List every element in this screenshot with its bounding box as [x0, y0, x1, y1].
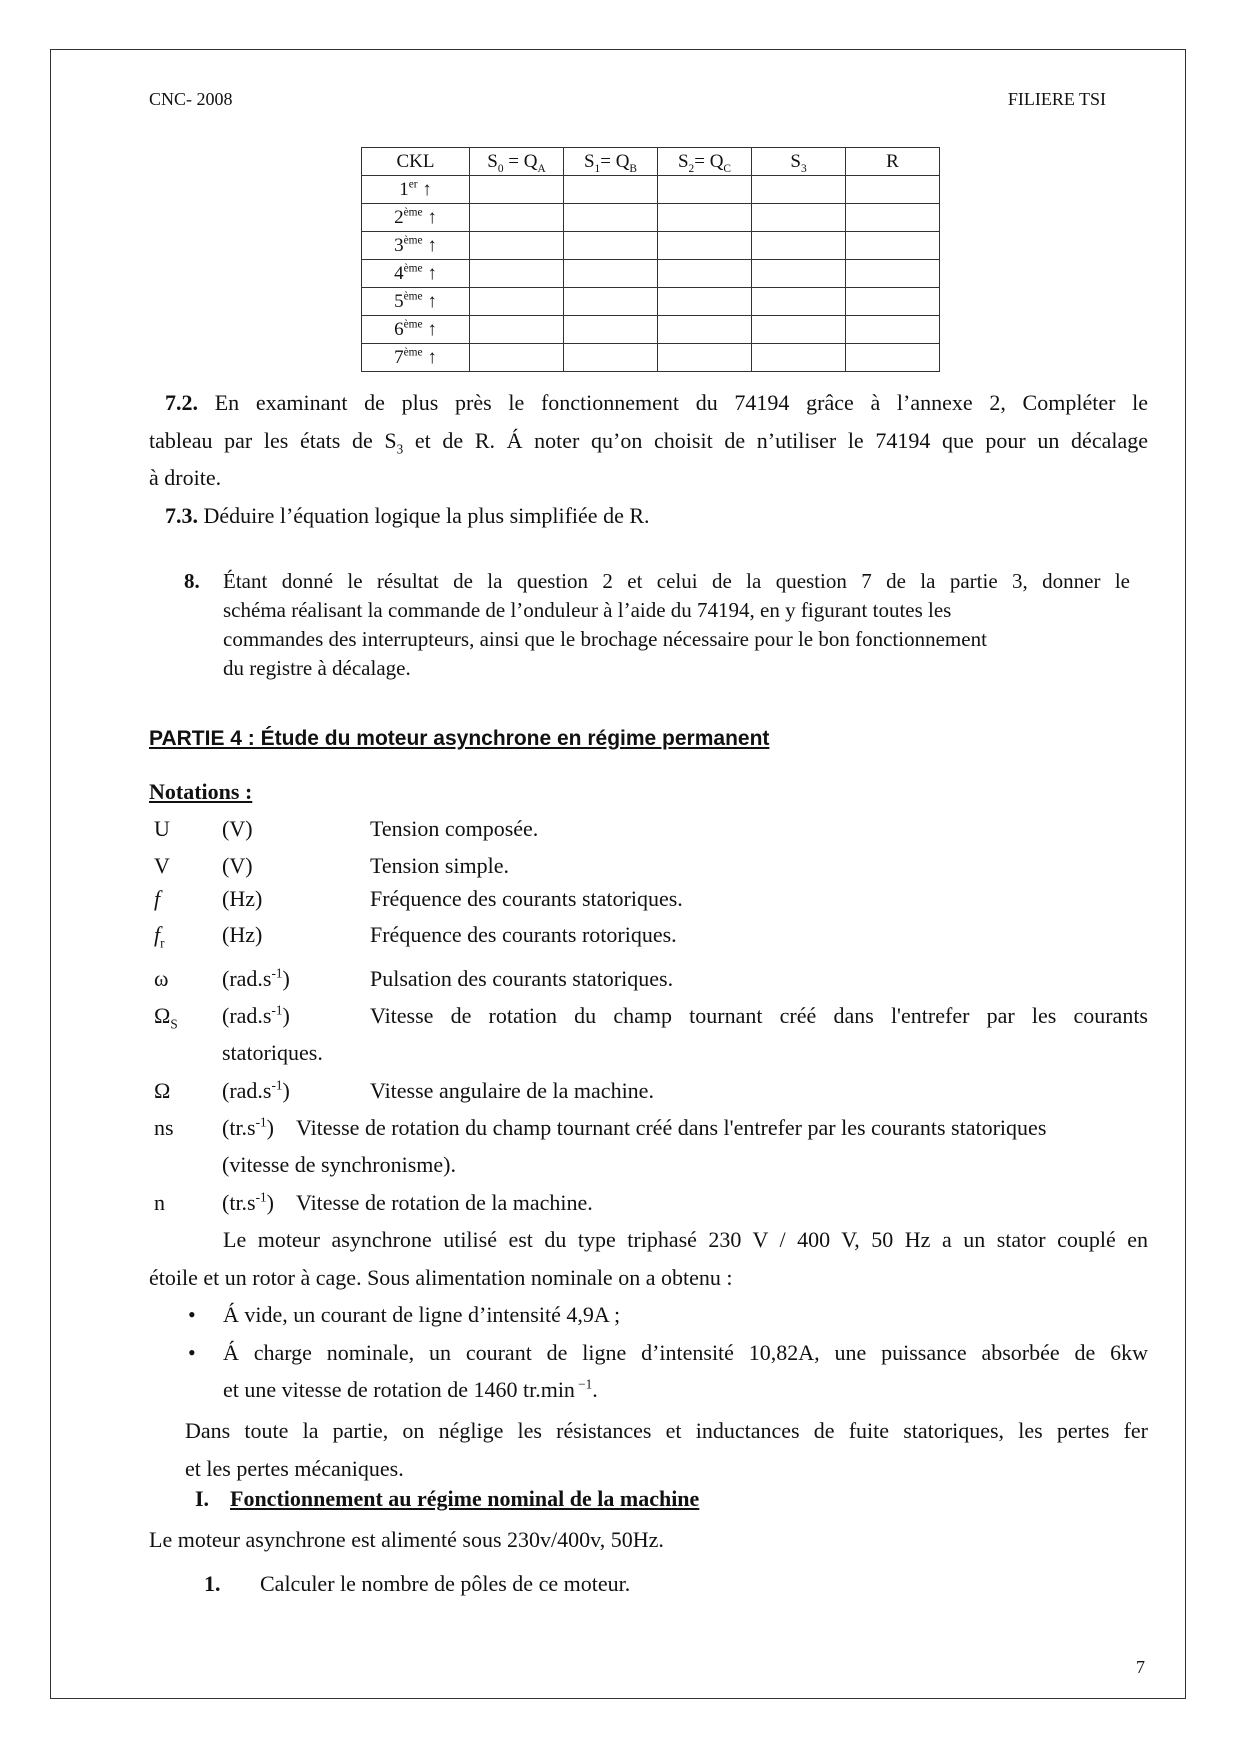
- text-segment: (V): [222, 853, 253, 878]
- text-segment: 7.2.: [165, 390, 198, 415]
- empty-cell[interactable]: [846, 232, 940, 260]
- text-segment: Ω: [154, 1003, 171, 1028]
- text-segment: ): [282, 1003, 290, 1028]
- text-segment: 3: [800, 162, 807, 175]
- text-segment: Ω: [154, 1078, 171, 1103]
- empty-cell[interactable]: [658, 316, 752, 344]
- notation-description: Vitesse de rotation de la machine.: [296, 1190, 593, 1215]
- bullet-text: [223, 1377, 598, 1403]
- empty-cell[interactable]: [470, 204, 564, 232]
- empty-cell[interactable]: [752, 204, 846, 232]
- text-segment: B: [629, 162, 638, 175]
- question-8-line: schéma réalisant la commande de l’onduleur à l’aide du 74194, en y figurant toutes les: [223, 598, 952, 622]
- bullet-icon: •: [188, 1340, 196, 1365]
- notation-symbol: [154, 1078, 170, 1104]
- text-segment: r: [160, 935, 165, 951]
- text-segment: ): [282, 1078, 290, 1103]
- empty-cell[interactable]: [846, 260, 940, 288]
- paragraph-line: et les pertes mécaniques.: [185, 1456, 404, 1481]
- text-segment: 7.3.: [165, 503, 198, 528]
- partie-4-heading: PARTIE 4 : Étude du moteur asynchrone en régime permanent: [149, 727, 770, 750]
- empty-cell[interactable]: [470, 288, 564, 316]
- paragraph-line: étoile et un rotor à cage. Sous alimentation nominale on a obtenu :: [149, 1265, 733, 1290]
- notation-unit: [222, 1003, 290, 1029]
- empty-cell[interactable]: [564, 316, 658, 344]
- empty-cell[interactable]: [564, 176, 658, 204]
- notation-unit: [222, 1078, 290, 1104]
- text-segment: tableau par les états de S: [149, 428, 397, 453]
- empty-cell[interactable]: [564, 232, 658, 260]
- table-row: [362, 232, 940, 260]
- empty-cell[interactable]: [470, 316, 564, 344]
- paragraph-line: Le moteur asynchrone est alimenté sous 230v/400v, 50Hz.: [149, 1527, 664, 1552]
- text-segment: Déduire l’équation logique la plus simplifiée de R.: [198, 503, 650, 528]
- text-segment: 6: [394, 318, 404, 340]
- text-segment: ème: [403, 346, 423, 359]
- paragraph-line: Le moteur asynchrone utilisé est du type triphasé 230 V / 400 V, 50 Hz a un stator couplé en: [223, 1227, 1148, 1252]
- empty-cell[interactable]: [752, 232, 846, 260]
- text-segment: CKL: [396, 150, 435, 172]
- question-7-2-line: [149, 428, 1148, 454]
- text-segment: (V): [222, 816, 253, 841]
- text-segment: 1: [399, 178, 409, 200]
- text-segment: ): [266, 1190, 274, 1215]
- text-segment: A: [537, 162, 546, 175]
- text-segment: ↑: [422, 262, 437, 284]
- text-segment: et une vitesse de rotation de 1460 tr.min: [223, 1377, 575, 1402]
- empty-cell[interactable]: [564, 344, 658, 372]
- text-segment: -1: [271, 1077, 283, 1093]
- notation-unit: [222, 966, 290, 992]
- notation-description: Tension composée.: [370, 816, 539, 841]
- notation-symbol: [154, 886, 160, 912]
- empty-cell[interactable]: [846, 288, 940, 316]
- header-left: CNC- 2008: [149, 89, 233, 109]
- text-segment: -1: [271, 1002, 283, 1018]
- text-segment: (rad.s: [222, 1078, 272, 1103]
- text-segment: ω: [154, 966, 169, 991]
- empty-cell[interactable]: [846, 316, 940, 344]
- question-7-2-line: [165, 390, 1148, 416]
- text-segment: et de R. Á noter qu’on choisit de n’utiliser le 74194 que pour un décalage: [403, 428, 1148, 453]
- text-segment: ème: [403, 262, 423, 275]
- column-header: [564, 148, 658, 176]
- notations-heading: Notations :: [149, 779, 253, 804]
- notation-symbol: [154, 816, 170, 842]
- text-segment: 0: [497, 162, 504, 175]
- text-segment: En examinant de plus près le fonctionnement du 74194 grâce à l’annexe 2, Compléter le: [198, 390, 1148, 415]
- notation-unit: [222, 853, 253, 879]
- empty-cell[interactable]: [564, 288, 658, 316]
- text-segment: Á vide, un courant de ligne d’intensité 4,9A ;: [223, 1302, 621, 1327]
- text-segment: à droite.: [149, 465, 222, 490]
- text-segment: ): [282, 966, 290, 991]
- clock-edge-cell: [362, 232, 470, 260]
- notation-description-continued: statoriques.: [222, 1040, 323, 1065]
- bullet-icon: •: [188, 1302, 196, 1327]
- text-segment: f: [154, 922, 161, 947]
- section-1-title: Fonctionnement au régime nominal de la machine: [230, 1486, 700, 1511]
- table-row: [362, 204, 940, 232]
- notation-description: Vitesse de rotation du champ tournant créé dans l'entrefer par les courants statoriques: [296, 1115, 1047, 1140]
- text-segment: U: [154, 816, 170, 841]
- clock-edge-cell: [362, 316, 470, 344]
- empty-cell[interactable]: [564, 204, 658, 232]
- column-header: [362, 148, 470, 176]
- empty-cell[interactable]: [658, 260, 752, 288]
- empty-cell[interactable]: [658, 176, 752, 204]
- text-segment: (rad.s: [222, 966, 272, 991]
- empty-cell[interactable]: [658, 288, 752, 316]
- text-segment: ↑: [417, 178, 432, 200]
- text-segment: 3: [394, 234, 404, 256]
- text-segment: = Q: [600, 150, 630, 172]
- notation-symbol: [154, 1003, 178, 1032]
- clock-edge-cell: [362, 344, 470, 372]
- question-1-number: 1.: [204, 1571, 221, 1596]
- text-segment: ↑: [422, 346, 437, 368]
- empty-cell[interactable]: [658, 204, 752, 232]
- text-segment: 2: [394, 206, 404, 228]
- empty-cell[interactable]: [470, 232, 564, 260]
- notation-description: Tension simple.: [370, 853, 510, 878]
- question-8-number: 8.: [184, 569, 200, 593]
- text-segment: S: [170, 1016, 178, 1032]
- notation-description-continued: (vitesse de synchronisme).: [222, 1152, 456, 1177]
- notation-description: Vitesse de rotation du champ tournant créé dans l'entrefer par les courants: [370, 1003, 1148, 1028]
- empty-cell[interactable]: [752, 288, 846, 316]
- column-header: [470, 148, 564, 176]
- table-row: [362, 260, 940, 288]
- text-segment: 2: [688, 162, 695, 175]
- text-segment: er: [408, 178, 418, 191]
- text-segment: 1: [594, 162, 601, 175]
- text-segment: -1: [255, 1114, 267, 1130]
- text-segment: (tr.s: [222, 1115, 256, 1140]
- notation-symbol: [154, 1115, 174, 1141]
- text-segment: ↑: [422, 318, 437, 340]
- notation-symbol: [154, 966, 168, 992]
- notation-symbol: [154, 853, 170, 879]
- notation-unit: [222, 816, 253, 842]
- empty-cell[interactable]: [846, 204, 940, 232]
- notation-symbol: [154, 922, 165, 951]
- text-segment: (rad.s: [222, 1003, 272, 1028]
- question-8-line: du registre à décalage.: [223, 656, 411, 680]
- clock-edge-cell: [362, 176, 470, 204]
- empty-cell[interactable]: [658, 232, 752, 260]
- text-segment: ↑: [422, 290, 437, 312]
- text-segment: R: [886, 150, 899, 172]
- table-row: [362, 316, 940, 344]
- ckl-state-table: [361, 147, 940, 372]
- text-segment: S: [677, 150, 689, 172]
- notation-unit: [222, 922, 262, 948]
- text-segment: ns: [154, 1115, 174, 1140]
- section-1-number: I.: [195, 1486, 210, 1511]
- empty-cell[interactable]: [846, 344, 940, 372]
- empty-cell[interactable]: [658, 344, 752, 372]
- table-header-row: [362, 148, 940, 176]
- empty-cell[interactable]: [752, 316, 846, 344]
- notation-symbol: [154, 1190, 165, 1216]
- text-segment: ↑: [422, 234, 437, 256]
- empty-cell[interactable]: [752, 176, 846, 204]
- text-segment: ème: [403, 318, 423, 331]
- text-segment: ème: [403, 206, 423, 219]
- text-segment: ème: [403, 234, 423, 247]
- text-segment: V: [154, 853, 170, 878]
- text-segment: f: [154, 886, 161, 911]
- column-header: [846, 148, 940, 176]
- text-segment: -1: [255, 1189, 267, 1205]
- text-segment: ↑: [422, 206, 437, 228]
- page-number: 7: [1136, 1657, 1145, 1677]
- notation-description: Fréquence des courants rotoriques.: [370, 922, 677, 947]
- text-segment: ème: [403, 290, 423, 303]
- clock-edge-cell: [362, 260, 470, 288]
- text-segment: (Hz): [222, 886, 263, 911]
- empty-cell[interactable]: [470, 260, 564, 288]
- text-segment: S: [790, 150, 801, 172]
- text-segment: S: [583, 150, 595, 172]
- text-segment: C: [723, 162, 732, 175]
- text-segment: -1: [271, 965, 283, 981]
- empty-cell[interactable]: [752, 344, 846, 372]
- question-7-3: [165, 503, 650, 529]
- question-8-line: Étant donné le résultat de la question 2 et celui de la question 7 de la partie 3, donner le: [223, 569, 1130, 593]
- text-segment: ): [266, 1115, 274, 1140]
- question-8-line: commandes des interrupteurs, ainsi que le brochage nécessaire pour le bon fonctionnement: [223, 627, 987, 651]
- notation-description: Pulsation des courants statoriques.: [370, 966, 674, 991]
- text-segment: n: [154, 1190, 165, 1215]
- text-segment: .: [592, 1377, 598, 1402]
- text-segment: = Q: [694, 150, 724, 172]
- text-segment: = Q: [503, 150, 538, 172]
- text-segment: 4: [394, 262, 404, 284]
- header-right: FILIERE TSI: [1007, 89, 1106, 109]
- notation-unit: [222, 1190, 274, 1216]
- notation-unit: [222, 1115, 274, 1141]
- text-segment: 5: [394, 290, 404, 312]
- empty-cell[interactable]: [470, 176, 564, 204]
- table-row: [362, 176, 940, 204]
- question-7-2-line: [149, 465, 221, 491]
- column-header: [658, 148, 752, 176]
- bullet-text: [223, 1340, 1148, 1366]
- text-segment: S: [487, 150, 498, 172]
- empty-cell[interactable]: [564, 260, 658, 288]
- clock-edge-cell: [362, 204, 470, 232]
- text-segment: −1: [574, 1376, 593, 1392]
- text-segment: (Hz): [222, 922, 263, 947]
- notation-description: Fréquence des courants statoriques.: [370, 886, 683, 911]
- paragraph-line: Dans toute la partie, on néglige les résistances et inductances de fuite statoriques, les pertes fer: [185, 1418, 1148, 1443]
- column-header: [752, 148, 846, 176]
- notation-unit: [222, 886, 262, 912]
- notation-description: Vitesse angulaire de la machine.: [370, 1078, 654, 1103]
- question-1-text: Calculer le nombre de pôles de ce moteur.: [260, 1571, 631, 1596]
- table-row: [362, 288, 940, 316]
- empty-cell[interactable]: [470, 344, 564, 372]
- text-segment: 3: [396, 441, 404, 454]
- bullet-text: [223, 1302, 620, 1328]
- empty-cell[interactable]: [846, 176, 940, 204]
- text-segment: (tr.s: [222, 1190, 256, 1215]
- clock-edge-cell: [362, 288, 470, 316]
- text-segment: 7: [394, 346, 404, 368]
- table-row: [362, 344, 940, 372]
- empty-cell[interactable]: [752, 260, 846, 288]
- text-segment: Á charge nominale, un courant de ligne d’intensité 10,82A, une puissance absorbée de 6kw: [223, 1340, 1148, 1365]
